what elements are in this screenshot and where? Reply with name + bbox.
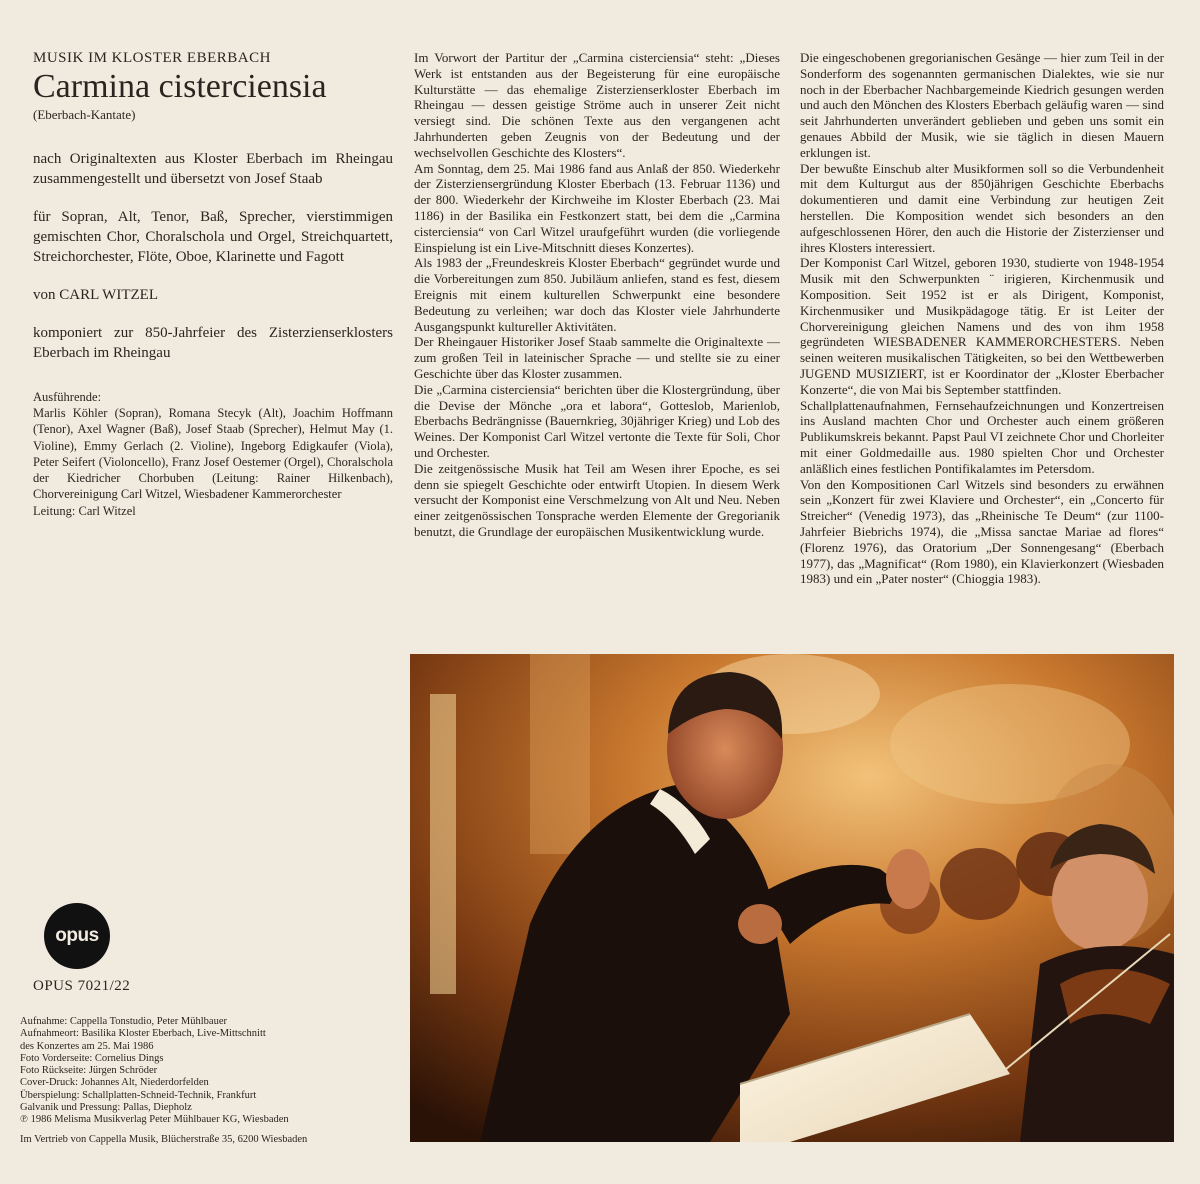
intro-source: nach Originaltexten aus Kloster Eberbach im Rheingau zusammengestellt und übersetzt von Josef Staab <box>33 150 393 187</box>
paragraph: Im Vorwort der Partitur der „Carmina cisterciensia“ steht: „Dieses Werk ist entstanden aus der Begeisterung für eine europäische Kulturstätte — das ehemalige Zisterzienserkloster Eberbach im Rheingau — dessen geistige Ströme auch in unserer Zeit nicht versiegt sind. Die schönen Texte aus den vergangenen acht Jahrhunderten geben Zeugnis von der Bedeutung und der wechselvollen Geschichte des Klosters“. <box>414 50 780 160</box>
credit-line: ℗ 1986 Melisma Musikverlag Peter Mühlbauer KG, Wiesbaden <box>20 1114 289 1126</box>
paragraph: Die eingeschobenen gregorianischen Gesänge — hier zum Teil in der Sonderform des sogenannten germanischen Dialektes, wie sie nur noch in der Eberbacher Nachbargemeinde Kiedrich gesungen werden und auch den Mönchen des Klosters Eberbach geläufig waren — sind seit Jahrhunderten unverändert geblieben und geben uns somit ein genaues Abbild der Musik, wie sie täglich in diesen Mauern erklungen ist. <box>800 50 1164 160</box>
paragraph: Die zeitgenössische Musik hat Teil am Wesen ihrer Epoche, es sei denn sie spiegelt Geschichte oder entwirft Utopien. In diesem Werk versucht der Komponist eine Verschmelzung von Alt und Neu. Neben einer zeitgenössischen Tonsprache werden Elemente der Gregorianik benutzt, die Grundlage der europäischen Musikentwicklung wurde. <box>414 460 780 539</box>
work-title: Carmina cisterciensia <box>33 68 327 105</box>
left-column <box>33 50 393 519</box>
performers-heading: Ausführende: <box>33 389 102 404</box>
distribution-line: Im Vertrieb von Cappella Musik, Blücherstraße 35, 6200 Wiesbaden <box>20 1134 308 1145</box>
credit-line: Foto Rückseite: Jürgen Schröder <box>20 1065 158 1077</box>
paragraph: Der Rheingauer Historiker Josef Staab sammelte die Originaltexte — zum großen Teil in lateinischer Sprache — und stellte sie zu einer Geschichte über das Kloster zusammen. <box>414 334 780 381</box>
performers-list: Marlis Köhler (Sopran), Romana Stecyk (Alt), Joachim Hoffmann (Tenor), Axel Wagner (Baß), Josef Staab (Sprecher), Helmut May (1. Violine), Emmy Gerlach (2. Violine), Ingeborg Edigkaufer (Viola), Peter Seifert (Violoncello), Franz Josef Oestemer (Orgel), Choralschola der Kiedricher Chorbuben (Leitung: Rainer Hilkenbach), Chorvereinigung Carl Witzel, Wiesbadener Kammerorchester <box>33 405 393 502</box>
middle-column <box>414 50 780 540</box>
credit-line: Überspielung: Schallplatten-Schneid-Technik, Frankfurt <box>20 1089 257 1101</box>
credit-line: Foto Vorderseite: Cornelius Dings <box>20 1052 164 1064</box>
paragraph: Schallplattenaufnahmen, Fernsehaufzeichnungen und Konzertreisen ins Ausland machten Chor und Orchester auch einem größeren Publikumskreis bekannt. Papst Paul VI zeichnete Chor und Chorleiter mit einer Goldmedaille aus. 1980 spielten Chor und Orchester anläßlich eines festlichen Pontifikalamtes im Petersdom. <box>800 397 1164 476</box>
opus-logo <box>44 903 110 969</box>
work-subtitle: (Eberbach-Kantate) <box>33 106 136 122</box>
conductor-photo <box>410 654 1174 1142</box>
credit-line: Cover-Druck: Johannes Alt, Niederdorfelden <box>20 1077 209 1089</box>
performers-leitung: Leitung: Carl Witzel <box>33 503 136 518</box>
credit-line: Galvanik und Pressung: Pallas, Diepholz <box>20 1102 192 1114</box>
credit-line: Aufnahmeort: Basilika Kloster Eberbach, Live-Mittschnitt <box>20 1028 266 1040</box>
performers-block <box>33 389 393 519</box>
paragraph: Die „Carmina cisterciensia“ berichten über die Klostergründung, über die Devise der Mönche „ora et labora“, Gotteslob, Marienlob, Eberbachs Bedrängnisse (Bauernkrieg, 30jähriger Krieg) und Lob des Weines. Der Komponist Carl Witzel vertonte die Texte für Soli, Chor und Orchester. <box>414 381 780 460</box>
logo-text: opus <box>55 925 99 946</box>
intro-instrumentation: für Sopran, Alt, Tenor, Baß, Sprecher, vierstimmigen gemischten Chor, Choralschola und Orgel, Streichquartett, Streichorchester, Flöte, Oboe, Klarinette und Fagott <box>33 208 393 265</box>
paragraph: Als 1983 der „Freundeskreis Kloster Eberbach“ gegründet wurde und die Vorbereitungen zum 850. Jubiläum anliefen, stand es fest, diesem Ereignis mit einem kulturellen Schwerpunkt eine besondere Bedeutung zu verleihen; war doch das Kloster viele Jahrhunderte Ausgangspunkt kultureller Aktivitäten. <box>414 255 780 334</box>
series-title: MUSIK IM KLOSTER EBERBACH <box>33 50 271 66</box>
paragraph: Von den Kompositionen Carl Witzels sind besonders zu erwähnen sein „Konzert für zwei Klaviere und Orchester“, ein „Concerto für Streicher“ (Venedig 1973), das „Rheinische Te Deum“ (zur 1100-Jahrfeier Biebrichs 1974), die „Missa sanctae Mariae ad flores“ (Florenz 1976), das Oratorium „Der Sonnengesang“ (Eberbach 1977), das „Magnificat“ (Rom 1980), ein Klavierkonzert (Wiesbaden 1983) und ein „Pater noster“ (Chioggia 1983). <box>800 476 1164 587</box>
credits-block <box>20 1016 390 1127</box>
credit-line: Aufnahme: Cappella Tonstudio, Peter Mühlbauer <box>20 1016 227 1027</box>
right-column <box>800 50 1164 587</box>
intro-composer: von CARL WITZEL <box>33 286 158 303</box>
paragraph: Der Komponist Carl Witzel, geboren 1930, studierte von 1948-1954 Musik mit den Schwerpunkten ¨ irigieren, Kirchenmusik und Komposition. Seit 1952 ist er als Dirigent, Komponist, Kirchenmusiker und Musikpädagoge tätig. Er ist Leiter der Chorvereinigung gleichen Namens und des von ihm 1958 gegründeten WIESBADENER KAMMERORCHESTERS. Neben seinen weiteren musikalischen Tätigkeiten, so bei den Wettbewerben JUGEND MUSIZIERT, ist er Koordinator der „Kloster Eberbacher Konzerte“, die von Mai bis September stattfinden. <box>800 255 1164 397</box>
paragraph: Der bewußte Einschub alter Musikformen soll so die Verbundenheit mit dem Kulturgut aus der 850jährigen Geschichte Eberbachs dokumentieren und damit eine Verbindung zur heutigen Zeit herstellen. Die Komposition wendet sich besonders an den aufgeschlossenen Hörer, den auch die Historie der Zisterzienser und ihres Klosters interessiert. <box>800 160 1164 255</box>
catalog-number: OPUS 7021/22 <box>33 978 131 994</box>
intro-occasion: komponiert zur 850-Jahrfeier des Zisterzienserklosters Eberbach im Rheingau <box>33 324 393 361</box>
paragraph: Am Sonntag, dem 25. Mai 1986 fand aus Anlaß der 850. Wiederkehr der Zisterziensergründung Kloster Eberbach (13. Februar 1136) und der 800. Wiederkehr der Kirchweihe im Kloster Eberbach (23. Mai 1186) in der Basilika ein Festkonzert statt, bei dem die „Carmina cisterciensia“ von Carl Witzel uraufgeführt wurden (die vorliegende Einspielung ist ein Live-Mitschnitt dieses Konzertes). <box>414 160 780 255</box>
credit-line: des Konzertes am 25. Mai 1986 <box>20 1040 154 1052</box>
